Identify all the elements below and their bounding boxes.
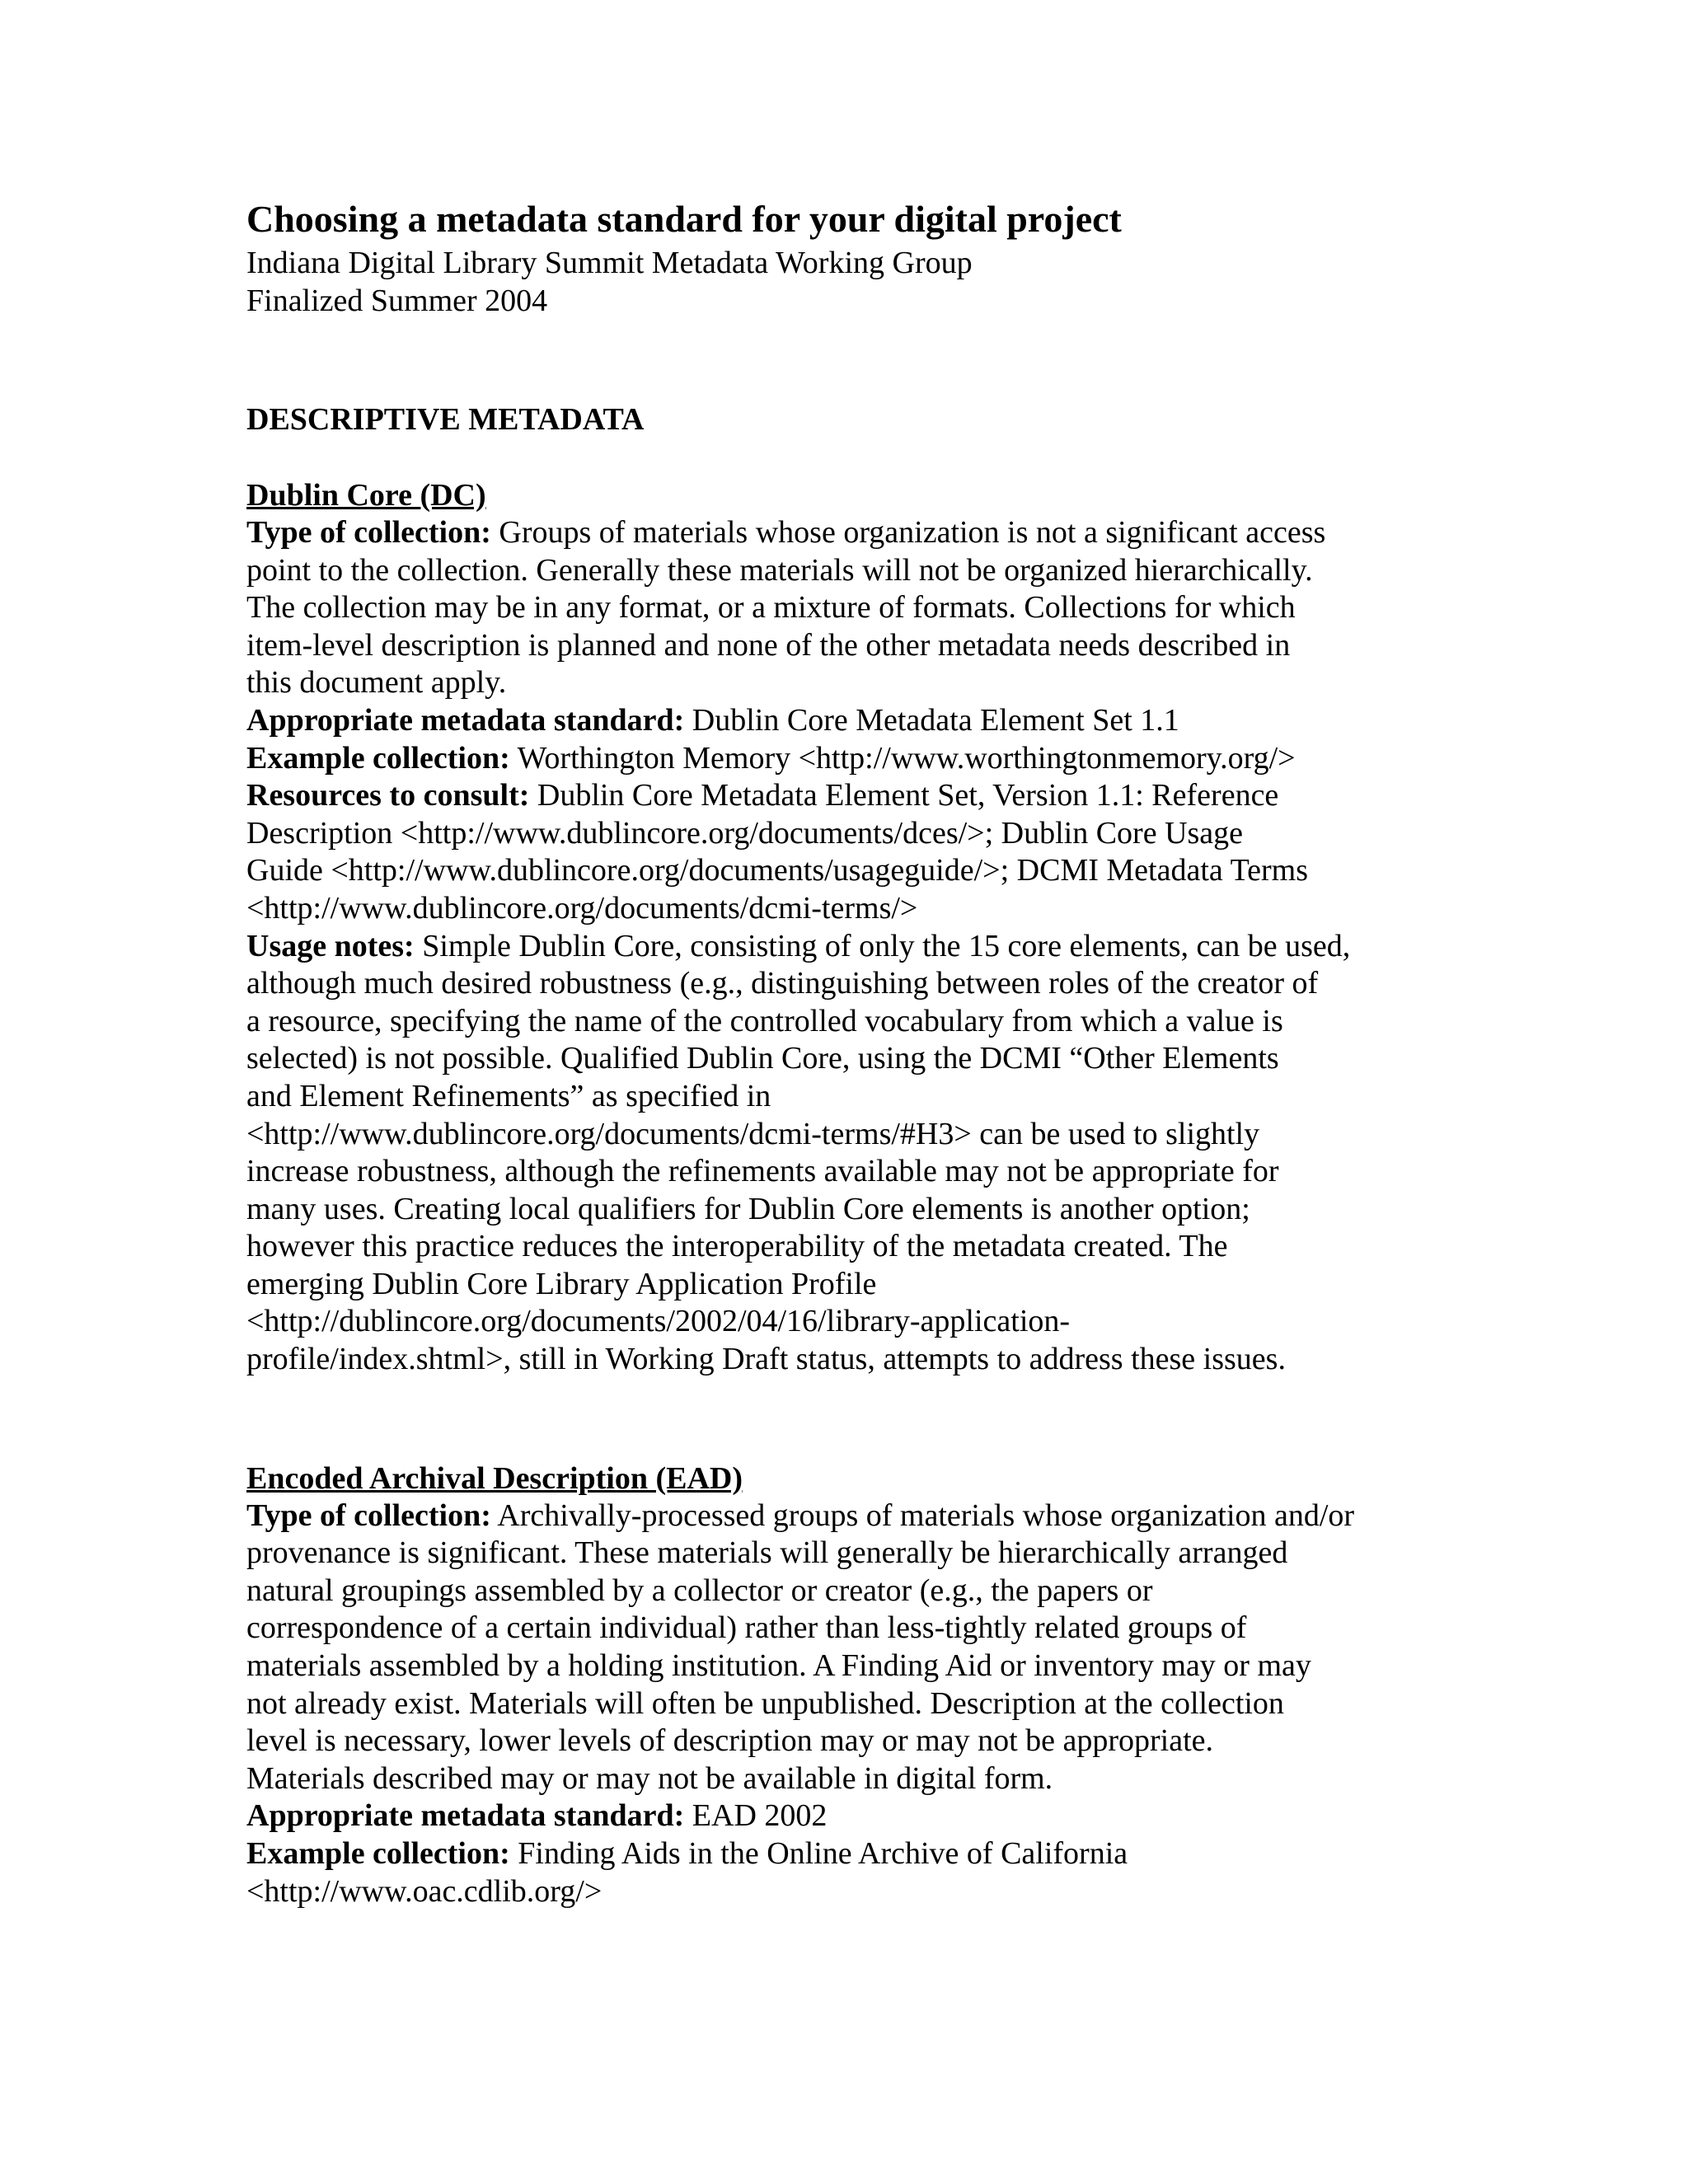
- document-title: Choosing a metadata standard for your digital project: [246, 198, 1122, 240]
- dc-type-of-collection: [246, 514, 1450, 702]
- field-line: correspondence of a certain individual) rather than less-tightly related groups of: [246, 1610, 1247, 1646]
- field-line: many uses. Creating local qualifiers for Dublin Core elements is another option;: [246, 1191, 1250, 1226]
- field-label: Appropriate metadata standard:: [246, 1798, 685, 1834]
- field-line: [246, 928, 1450, 966]
- field-line: <http://www.dublincore.org/documents/dcmi-terms/#H3> can be used to slightly: [246, 1116, 1260, 1151]
- dc-example-collection: [246, 740, 1450, 778]
- field-label: Resources to consult:: [246, 778, 530, 813]
- field-line: increase robustness, although the refinements available may not be appropriate for: [246, 1154, 1279, 1189]
- dc-usage-notes: [246, 928, 1450, 1379]
- field-line: [246, 1835, 1450, 1873]
- field-line: Guide <http://www.dublincore.org/documents/usageguide/>; DCMI Metadata Terms: [246, 853, 1308, 888]
- document-subtitle: Indiana Digital Library Summit Metadata Working Group: [246, 246, 973, 280]
- field-text: Groups of materials whose organization is not a significant access: [490, 515, 1326, 550]
- dc-resources-to-consult: [246, 777, 1450, 927]
- field-line: level is necessary, lower levels of description may or may not be appropriate.: [246, 1723, 1214, 1759]
- field-text: Dublin Core Metadata Element Set, Version 1.1: Reference: [529, 778, 1279, 813]
- field-line: [246, 1497, 1450, 1535]
- field-text: Dublin Core Metadata Element Set 1.1: [684, 702, 1179, 738]
- field-text: Worthington Memory <http://www.worthingtonmemory.org/>: [509, 740, 1296, 776]
- field-line: and Element Refinements” as specified in: [246, 1078, 771, 1113]
- field-line: <http://www.dublincore.org/documents/dcmi-terms/>: [246, 890, 918, 926]
- field-line: profile/index.shtml>, still in Working Draft status, attempts to address these issues.: [246, 1342, 1286, 1377]
- ead-example-collection: [246, 1835, 1450, 1910]
- document-page: [246, 194, 1450, 1910]
- field-line: provenance is significant. These materials will generally be hierarchically arranged: [246, 1535, 1288, 1571]
- field-line: a resource, specifying the name of the controlled vocabulary from which a value is: [246, 1003, 1283, 1038]
- field-text: Simple Dublin Core, consisting of only the 15 core elements, can be used,: [414, 928, 1351, 963]
- field-line: although much desired robustness (e.g., distinguishing between roles of the creator of: [246, 966, 1319, 1001]
- ead-appropriate-standard: [246, 1797, 1450, 1835]
- field-label: Example collection:: [246, 1836, 510, 1871]
- field-line: however this practice reduces the interoperability of the metadata created. The: [246, 1229, 1228, 1264]
- field-line: item-level description is planned and none of the other metadata needs described in: [246, 627, 1291, 663]
- field-text: Finding Aids in the Online Archive of California: [509, 1836, 1128, 1871]
- field-line: <http://dublincore.org/documents/2002/04/16/library-application-: [246, 1304, 1071, 1339]
- field-text: Archivally-processed groups of materials whose organization and/or: [490, 1497, 1355, 1533]
- field-label: Type of collection:: [246, 1497, 491, 1533]
- field-label: Type of collection:: [246, 515, 491, 550]
- standard-heading-ead: Encoded Archival Description (EAD): [246, 1460, 743, 1496]
- field-line: emerging Dublin Core Library Application Profile: [246, 1266, 877, 1301]
- field-line: Description <http://www.dublincore.org/documents/dces/>; Dublin Core Usage: [246, 815, 1244, 851]
- field-line: selected) is not possible. Qualified Dublin Core, using the DCMI “Other Elements: [246, 1041, 1279, 1076]
- standard-heading-dublin-core: Dublin Core (DC): [246, 478, 486, 513]
- field-line: this document apply.: [246, 665, 507, 701]
- field-line: [246, 702, 1450, 740]
- field-label: Appropriate metadata standard:: [246, 702, 685, 738]
- section-heading: DESCRIPTIVE METADATA: [246, 402, 645, 437]
- field-line: point to the collection. Generally these materials will not be organized hierarchically.: [246, 552, 1313, 588]
- field-line: <http://www.oac.cdlib.org/>: [246, 1873, 603, 1909]
- field-line: [246, 777, 1450, 815]
- ead-type-of-collection: [246, 1497, 1450, 1798]
- field-label: Usage notes:: [246, 928, 415, 963]
- dc-appropriate-standard: [246, 702, 1450, 740]
- field-line: [246, 1797, 1450, 1835]
- field-line: not already exist. Materials will often be unpublished. Description at the collection: [246, 1685, 1284, 1721]
- field-line: materials assembled by a holding institution. A Finding Aid or inventory may or may: [246, 1648, 1311, 1684]
- document-date: Finalized Summer 2004: [246, 284, 548, 318]
- field-label: Example collection:: [246, 740, 510, 776]
- field-line: natural groupings assembled by a collector or creator (e.g., the papers or: [246, 1572, 1153, 1608]
- field-line: The collection may be in any format, or a mixture of formats. Collections for which: [246, 590, 1296, 626]
- field-line: Materials described may or may not be available in digital form.: [246, 1760, 1053, 1796]
- field-text: EAD 2002: [684, 1798, 828, 1834]
- field-line: [246, 514, 1450, 552]
- field-line: [246, 740, 1450, 778]
